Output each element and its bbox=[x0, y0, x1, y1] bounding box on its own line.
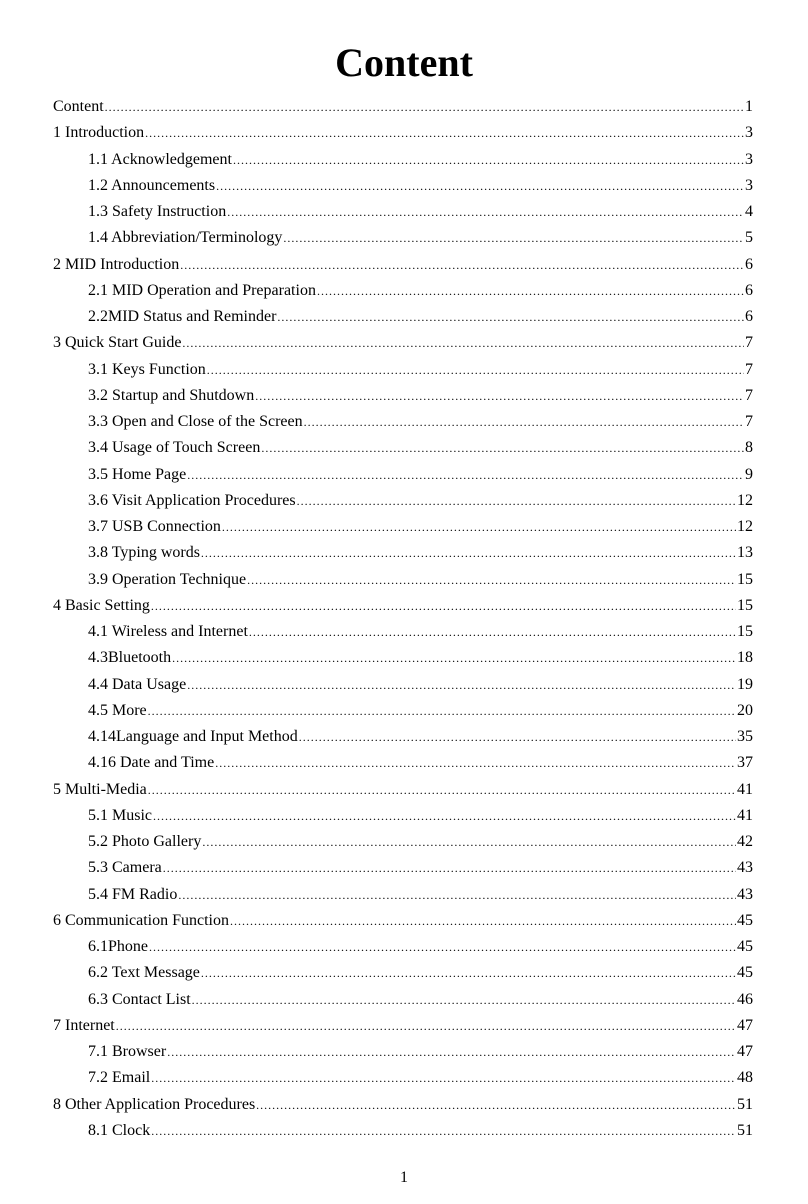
toc-entry-label: 3.2 Startup and Shutdown bbox=[88, 386, 255, 404]
toc-entry-page-number: 12 bbox=[737, 518, 753, 535]
toc-dot-leader bbox=[163, 855, 736, 881]
toc-dot-leader bbox=[187, 462, 744, 488]
toc-entry[interactable] bbox=[53, 619, 753, 645]
toc-entry[interactable] bbox=[53, 1118, 753, 1144]
toc-entry[interactable] bbox=[53, 724, 753, 750]
toc-entry[interactable] bbox=[53, 252, 753, 278]
toc-dot-leader bbox=[180, 252, 744, 278]
toc-entry-label: Content bbox=[53, 98, 104, 115]
toc-entry-label: 3 Quick Start Guide bbox=[53, 334, 182, 352]
toc-entry-label: 5.4 FM Radio bbox=[88, 885, 178, 903]
toc-entry[interactable] bbox=[53, 409, 753, 435]
toc-entry-page-number: 8 bbox=[745, 439, 753, 457]
toc-entry-page-number: 7 bbox=[745, 334, 753, 352]
toc-entry-label: 8.1 Clock bbox=[88, 1121, 151, 1139]
toc-entry-page-number: 47 bbox=[737, 1016, 753, 1034]
toc-dot-leader bbox=[256, 1092, 736, 1118]
toc-dot-leader bbox=[283, 225, 744, 251]
toc-dot-leader bbox=[153, 803, 736, 829]
toc-dot-leader bbox=[297, 488, 736, 514]
toc-dot-leader bbox=[182, 330, 744, 356]
toc-entry[interactable] bbox=[53, 278, 753, 304]
toc-entry-page-number: 41 bbox=[737, 806, 753, 824]
toc-entry-label: 4.4 Data Usage bbox=[88, 675, 187, 693]
toc-entry-label: 2.2MID Status and Reminder bbox=[88, 308, 277, 325]
toc-entry-label: 7.2 Email bbox=[88, 1069, 151, 1087]
toc-dot-leader bbox=[178, 882, 736, 908]
toc-entry-page-number: 43 bbox=[737, 859, 753, 877]
toc-entry-page-number: 3 bbox=[745, 176, 753, 194]
table-of-contents bbox=[53, 94, 753, 1144]
toc-entry-page-number: 46 bbox=[737, 990, 753, 1008]
toc-entry-page-number: 51 bbox=[737, 1121, 753, 1139]
toc-entry[interactable] bbox=[53, 672, 753, 698]
toc-dot-leader bbox=[172, 645, 736, 671]
toc-entry[interactable] bbox=[53, 960, 753, 986]
toc-entry[interactable] bbox=[53, 645, 753, 671]
toc-entry-label: 5.1 Music bbox=[88, 806, 152, 824]
toc-entry[interactable] bbox=[53, 435, 753, 461]
toc-entry-page-number: 5 bbox=[745, 229, 753, 247]
toc-entry[interactable] bbox=[53, 1013, 753, 1039]
toc-entry-page-number: 3 bbox=[745, 150, 753, 168]
toc-dot-leader bbox=[277, 304, 744, 330]
toc-dot-leader bbox=[105, 94, 744, 120]
toc-entry[interactable] bbox=[53, 1065, 753, 1091]
toc-entry-page-number: 13 bbox=[737, 544, 753, 562]
toc-entry[interactable] bbox=[53, 462, 753, 488]
toc-entry[interactable] bbox=[53, 488, 753, 514]
toc-dot-leader bbox=[230, 908, 736, 934]
toc-entry-label: 1.2 Announcements bbox=[88, 176, 216, 194]
toc-dot-leader bbox=[299, 724, 736, 750]
toc-entry-page-number: 41 bbox=[737, 780, 753, 798]
toc-entry-page-number: 37 bbox=[737, 754, 753, 772]
toc-entry[interactable] bbox=[53, 1092, 753, 1118]
toc-entry-label: 3.7 USB Connection bbox=[88, 518, 221, 535]
toc-entry-page-number: 45 bbox=[737, 964, 753, 982]
toc-dot-leader bbox=[202, 829, 736, 855]
toc-entry-label: 4.14Language and Input Method bbox=[88, 728, 298, 745]
toc-entry-page-number: 15 bbox=[737, 596, 753, 614]
toc-entry-label: 2.1 MID Operation and Preparation bbox=[88, 281, 316, 299]
toc-entry-page-number: 18 bbox=[737, 649, 753, 667]
toc-entry[interactable] bbox=[53, 147, 753, 173]
toc-dot-leader bbox=[201, 540, 736, 566]
toc-entry-label: 6.3 Contact List bbox=[88, 990, 191, 1008]
toc-dot-leader bbox=[222, 514, 736, 540]
toc-entry[interactable] bbox=[53, 225, 753, 251]
toc-entry-page-number: 15 bbox=[737, 570, 753, 588]
toc-entry-page-number: 6 bbox=[745, 255, 753, 273]
toc-dot-leader bbox=[247, 567, 736, 593]
toc-entry-page-number: 3 bbox=[745, 124, 753, 142]
toc-entry-page-number: 12 bbox=[737, 491, 753, 509]
toc-dot-leader bbox=[192, 987, 736, 1013]
toc-entry[interactable] bbox=[53, 540, 753, 566]
toc-entry[interactable] bbox=[53, 908, 753, 934]
toc-entry[interactable] bbox=[53, 173, 753, 199]
toc-dot-leader bbox=[317, 278, 744, 304]
toc-entry-page-number: 47 bbox=[737, 1043, 753, 1060]
toc-entry-page-number: 6 bbox=[745, 308, 753, 325]
toc-entry[interactable] bbox=[53, 357, 753, 383]
toc-entry-label: 6.2 Text Message bbox=[88, 964, 200, 982]
toc-entry[interactable] bbox=[53, 934, 753, 960]
toc-entry-page-number: 7 bbox=[745, 386, 753, 404]
toc-entry-label: 7 Internet bbox=[53, 1016, 115, 1034]
toc-entry-page-number: 19 bbox=[737, 675, 753, 693]
toc-entry-label: 3.8 Typing words bbox=[88, 544, 200, 562]
toc-entry-label: 4.1 Wireless and Internet bbox=[88, 623, 248, 640]
toc-entry-page-number: 51 bbox=[737, 1095, 753, 1113]
toc-entry-label: 8 Other Application Procedures bbox=[53, 1095, 256, 1113]
toc-dot-leader bbox=[149, 934, 736, 960]
toc-dot-leader bbox=[215, 750, 736, 776]
toc-entry-label: 4.5 More bbox=[88, 701, 147, 719]
toc-entry-page-number: 35 bbox=[737, 728, 753, 745]
toc-entry-label: 3.3 Open and Close of the Screen bbox=[88, 413, 303, 430]
toc-dot-leader bbox=[116, 1013, 736, 1039]
toc-dot-leader bbox=[201, 960, 736, 986]
toc-entry-label: 4.16 Date and Time bbox=[88, 754, 215, 772]
toc-entry[interactable] bbox=[53, 777, 753, 803]
toc-entry[interactable] bbox=[53, 698, 753, 724]
toc-dot-leader bbox=[167, 1039, 736, 1065]
toc-entry-label: 4 Basic Setting bbox=[53, 596, 150, 614]
toc-entry[interactable] bbox=[53, 829, 753, 855]
toc-entry-page-number: 45 bbox=[737, 938, 753, 955]
page-title: Content bbox=[335, 39, 473, 85]
toc-entry-page-number: 4 bbox=[745, 203, 753, 220]
toc-entry-page-number: 6 bbox=[745, 281, 753, 299]
toc-entry-page-number: 42 bbox=[737, 833, 753, 850]
toc-entry-label: 3.4 Usage of Touch Screen bbox=[88, 439, 261, 457]
toc-entry[interactable] bbox=[53, 750, 753, 776]
toc-dot-leader bbox=[249, 619, 736, 645]
toc-entry-label: 1.1 Acknowledgement bbox=[88, 150, 232, 168]
toc-entry-label: 3.1 Keys Function bbox=[88, 360, 206, 378]
toc-entry-label: 1.3 Safety Instruction bbox=[88, 203, 227, 220]
toc-dot-leader bbox=[216, 173, 744, 199]
toc-entry[interactable] bbox=[53, 304, 753, 330]
toc-dot-leader bbox=[187, 672, 736, 698]
page-number: 1 bbox=[400, 1169, 408, 1186]
toc-dot-leader bbox=[151, 593, 736, 619]
toc-entry[interactable] bbox=[53, 383, 753, 409]
toc-entry[interactable] bbox=[53, 882, 753, 908]
toc-entry-page-number: 7 bbox=[745, 413, 753, 430]
toc-entry[interactable] bbox=[53, 330, 753, 356]
toc-entry-label: 3.6 Visit Application Procedures bbox=[88, 491, 296, 509]
toc-entry[interactable] bbox=[53, 855, 753, 881]
toc-dot-leader bbox=[148, 777, 736, 803]
toc-entry-page-number: 20 bbox=[737, 701, 753, 719]
toc-entry-label: 3.5 Home Page bbox=[88, 465, 187, 483]
toc-entry[interactable] bbox=[53, 120, 753, 146]
toc-dot-leader bbox=[151, 1118, 736, 1144]
toc-entry-page-number: 15 bbox=[737, 623, 753, 640]
toc-entry-label: 3.9 Operation Technique bbox=[88, 570, 247, 588]
toc-entry-page-number: 48 bbox=[737, 1069, 753, 1087]
toc-dot-leader bbox=[148, 698, 736, 724]
toc-entry[interactable] bbox=[53, 593, 753, 619]
toc-entry[interactable] bbox=[53, 1039, 753, 1065]
toc-dot-leader bbox=[255, 383, 744, 409]
toc-dot-leader bbox=[304, 409, 744, 435]
toc-entry-label: 1 Introduction bbox=[53, 124, 145, 142]
toc-entry-label: 5.2 Photo Gallery bbox=[88, 833, 202, 850]
toc-dot-leader bbox=[151, 1065, 736, 1091]
toc-dot-leader bbox=[227, 199, 744, 225]
toc-entry[interactable] bbox=[53, 567, 753, 593]
toc-entry-page-number: 9 bbox=[745, 465, 753, 483]
toc-entry-page-number: 43 bbox=[737, 885, 753, 903]
toc-entry[interactable] bbox=[53, 514, 753, 540]
toc-entry[interactable] bbox=[53, 199, 753, 225]
toc-dot-leader bbox=[261, 435, 744, 461]
toc-entry[interactable] bbox=[53, 94, 753, 120]
toc-entry-label: 6 Communication Function bbox=[53, 911, 229, 929]
toc-entry[interactable] bbox=[53, 803, 753, 829]
toc-entry[interactable] bbox=[53, 987, 753, 1013]
toc-entry-page-number: 1 bbox=[745, 98, 753, 115]
toc-entry-label: 5 Multi-Media bbox=[53, 780, 147, 798]
toc-entry-label: 4.3Bluetooth bbox=[88, 649, 172, 667]
toc-entry-label: 6.1Phone bbox=[88, 938, 148, 955]
toc-dot-leader bbox=[145, 120, 744, 146]
toc-entry-page-number: 7 bbox=[745, 360, 753, 378]
toc-entry-label: 1.4 Abbreviation/Terminology bbox=[88, 229, 283, 247]
toc-dot-leader bbox=[233, 147, 744, 173]
toc-entry-label: 5.3 Camera bbox=[88, 859, 162, 877]
toc-entry-page-number: 45 bbox=[737, 911, 753, 929]
toc-entry-label: 7.1 Browser bbox=[88, 1043, 167, 1060]
toc-dot-leader bbox=[207, 357, 744, 383]
toc-entry-label: 2 MID Introduction bbox=[53, 255, 180, 273]
